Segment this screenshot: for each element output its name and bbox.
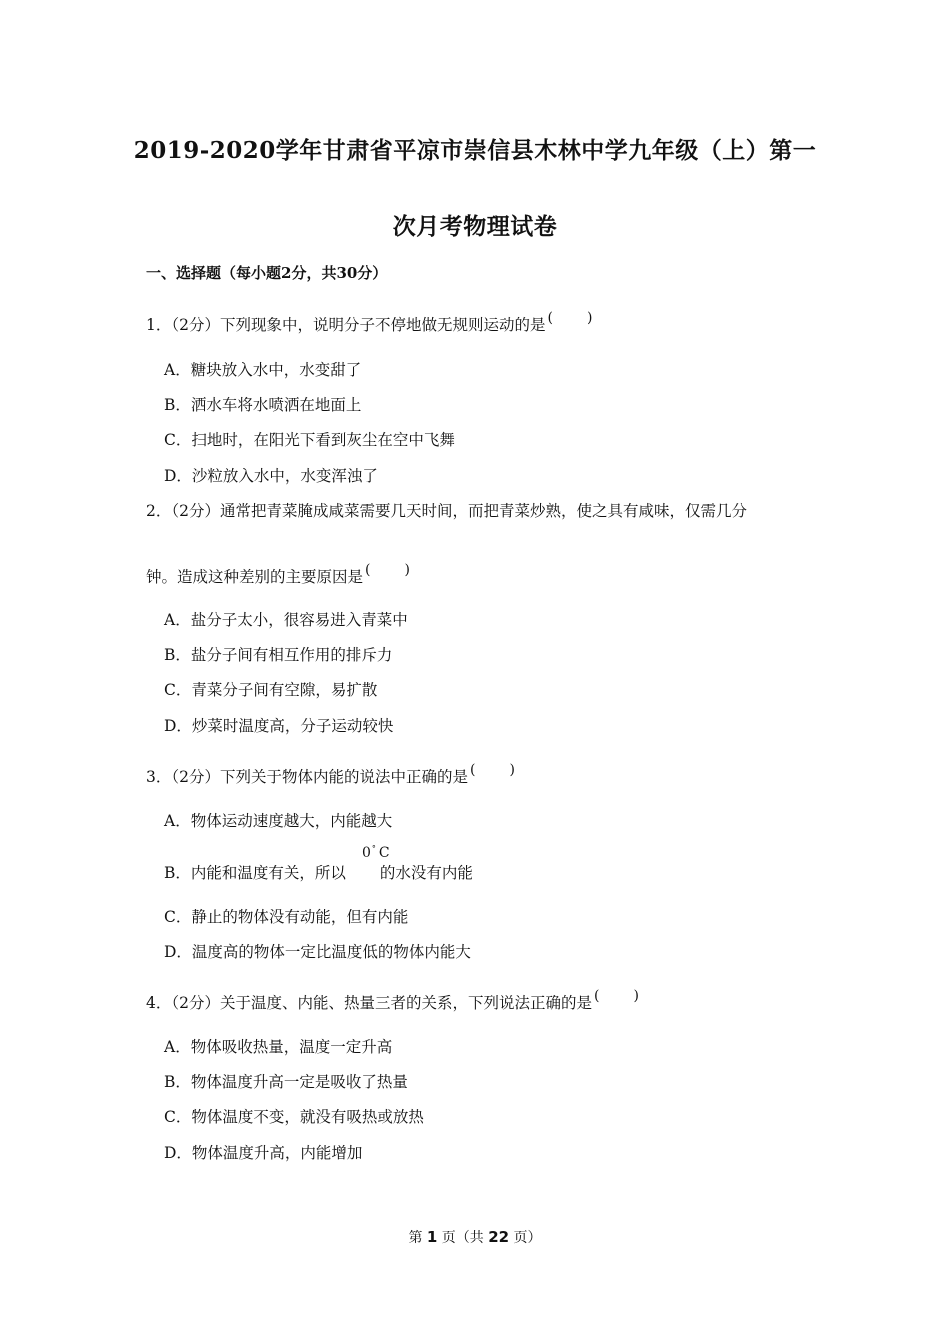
answer-bracket: ( )	[365, 562, 410, 578]
question-1-stem	[146, 310, 593, 335]
zero-celsius-formula: 0° C	[362, 844, 390, 861]
question-2-option-b: B．盐分子间有相互作用的排斥力	[164, 646, 393, 664]
question-2-option-a: A．盐分子太小，很容易进入青菜中	[164, 611, 408, 629]
exam-title-line1: 2019-2020学年甘肃省平凉市崇信县木林中学九年级（上）第一	[133, 137, 817, 164]
question-4-option-a: A．物体吸收热量，温度一定升高	[164, 1038, 393, 1056]
question-2-text: 钟。造成这种差别的主要原因是	[146, 568, 364, 586]
question-2-stem-line1: 2．（2分）通常把青菜腌成咸菜需要几天时间，而把青菜炒熟，使之具有咸味，仅需几分	[146, 502, 747, 520]
question-4-option-d: D．物体温度升高，内能增加	[164, 1144, 363, 1162]
section-heading: 一、选择题（每小题2分，共30分）	[146, 264, 388, 282]
question-3-option-b-tail: 的水没有内能	[379, 864, 473, 882]
answer-bracket: ( )	[593, 988, 639, 1004]
question-4-option-c: C．物体温度不变，就没有吸热或放热	[164, 1108, 424, 1126]
question-1-option-d: D．沙粒放入水中，水变浑浊了	[164, 467, 378, 485]
current-page-number: 1	[426, 1228, 438, 1246]
question-3-option-a: A．物体运动速度越大，内能越大	[164, 812, 393, 830]
question-1-option-a: A．糖块放入水中，水变甜了	[164, 361, 362, 379]
question-2-option-c: C．青菜分子间有空隙，易扩散	[164, 681, 378, 699]
question-2-option-d: D．炒菜时温度高，分子运动较快	[164, 717, 394, 735]
exam-title-line2: 次月考物理试卷	[392, 213, 558, 240]
question-1-text: 1．（2分）下列现象中，说明分子不停地做无规则运动的是	[146, 316, 546, 334]
question-3-option-d: D．温度高的物体一定比温度低的物体内能大	[164, 943, 471, 961]
question-3-option-b	[164, 861, 473, 883]
question-1-option-c: C．扫地时，在阳光下看到灰尘在空中飞舞	[164, 431, 455, 449]
question-3-stem	[146, 762, 515, 787]
answer-bracket: ( )	[547, 310, 593, 326]
total-page-count: 22	[488, 1228, 510, 1246]
question-3-text: 3．（2分）下列关于物体内能的说法中正确的是	[146, 768, 468, 786]
question-3-option-c: C．静止的物体没有动能，但有内能	[164, 908, 409, 926]
answer-bracket: ( )	[469, 762, 515, 778]
question-4-text: 4．（2分）关于温度、内能、热量三者的关系，下列说法正确的是	[146, 994, 592, 1012]
question-2-stem-line2	[146, 562, 410, 587]
question-4-stem	[146, 988, 639, 1013]
question-3-option-b-text: B．内能和温度有关，所以	[164, 864, 346, 882]
page-number-footer: 第 1 页（共 22 页）	[408, 1228, 542, 1246]
question-1-option-b: B．洒水车将水喷洒在地面上	[164, 396, 362, 414]
question-4-option-b: B．物体温度升高一定是吸收了热量	[164, 1073, 408, 1091]
